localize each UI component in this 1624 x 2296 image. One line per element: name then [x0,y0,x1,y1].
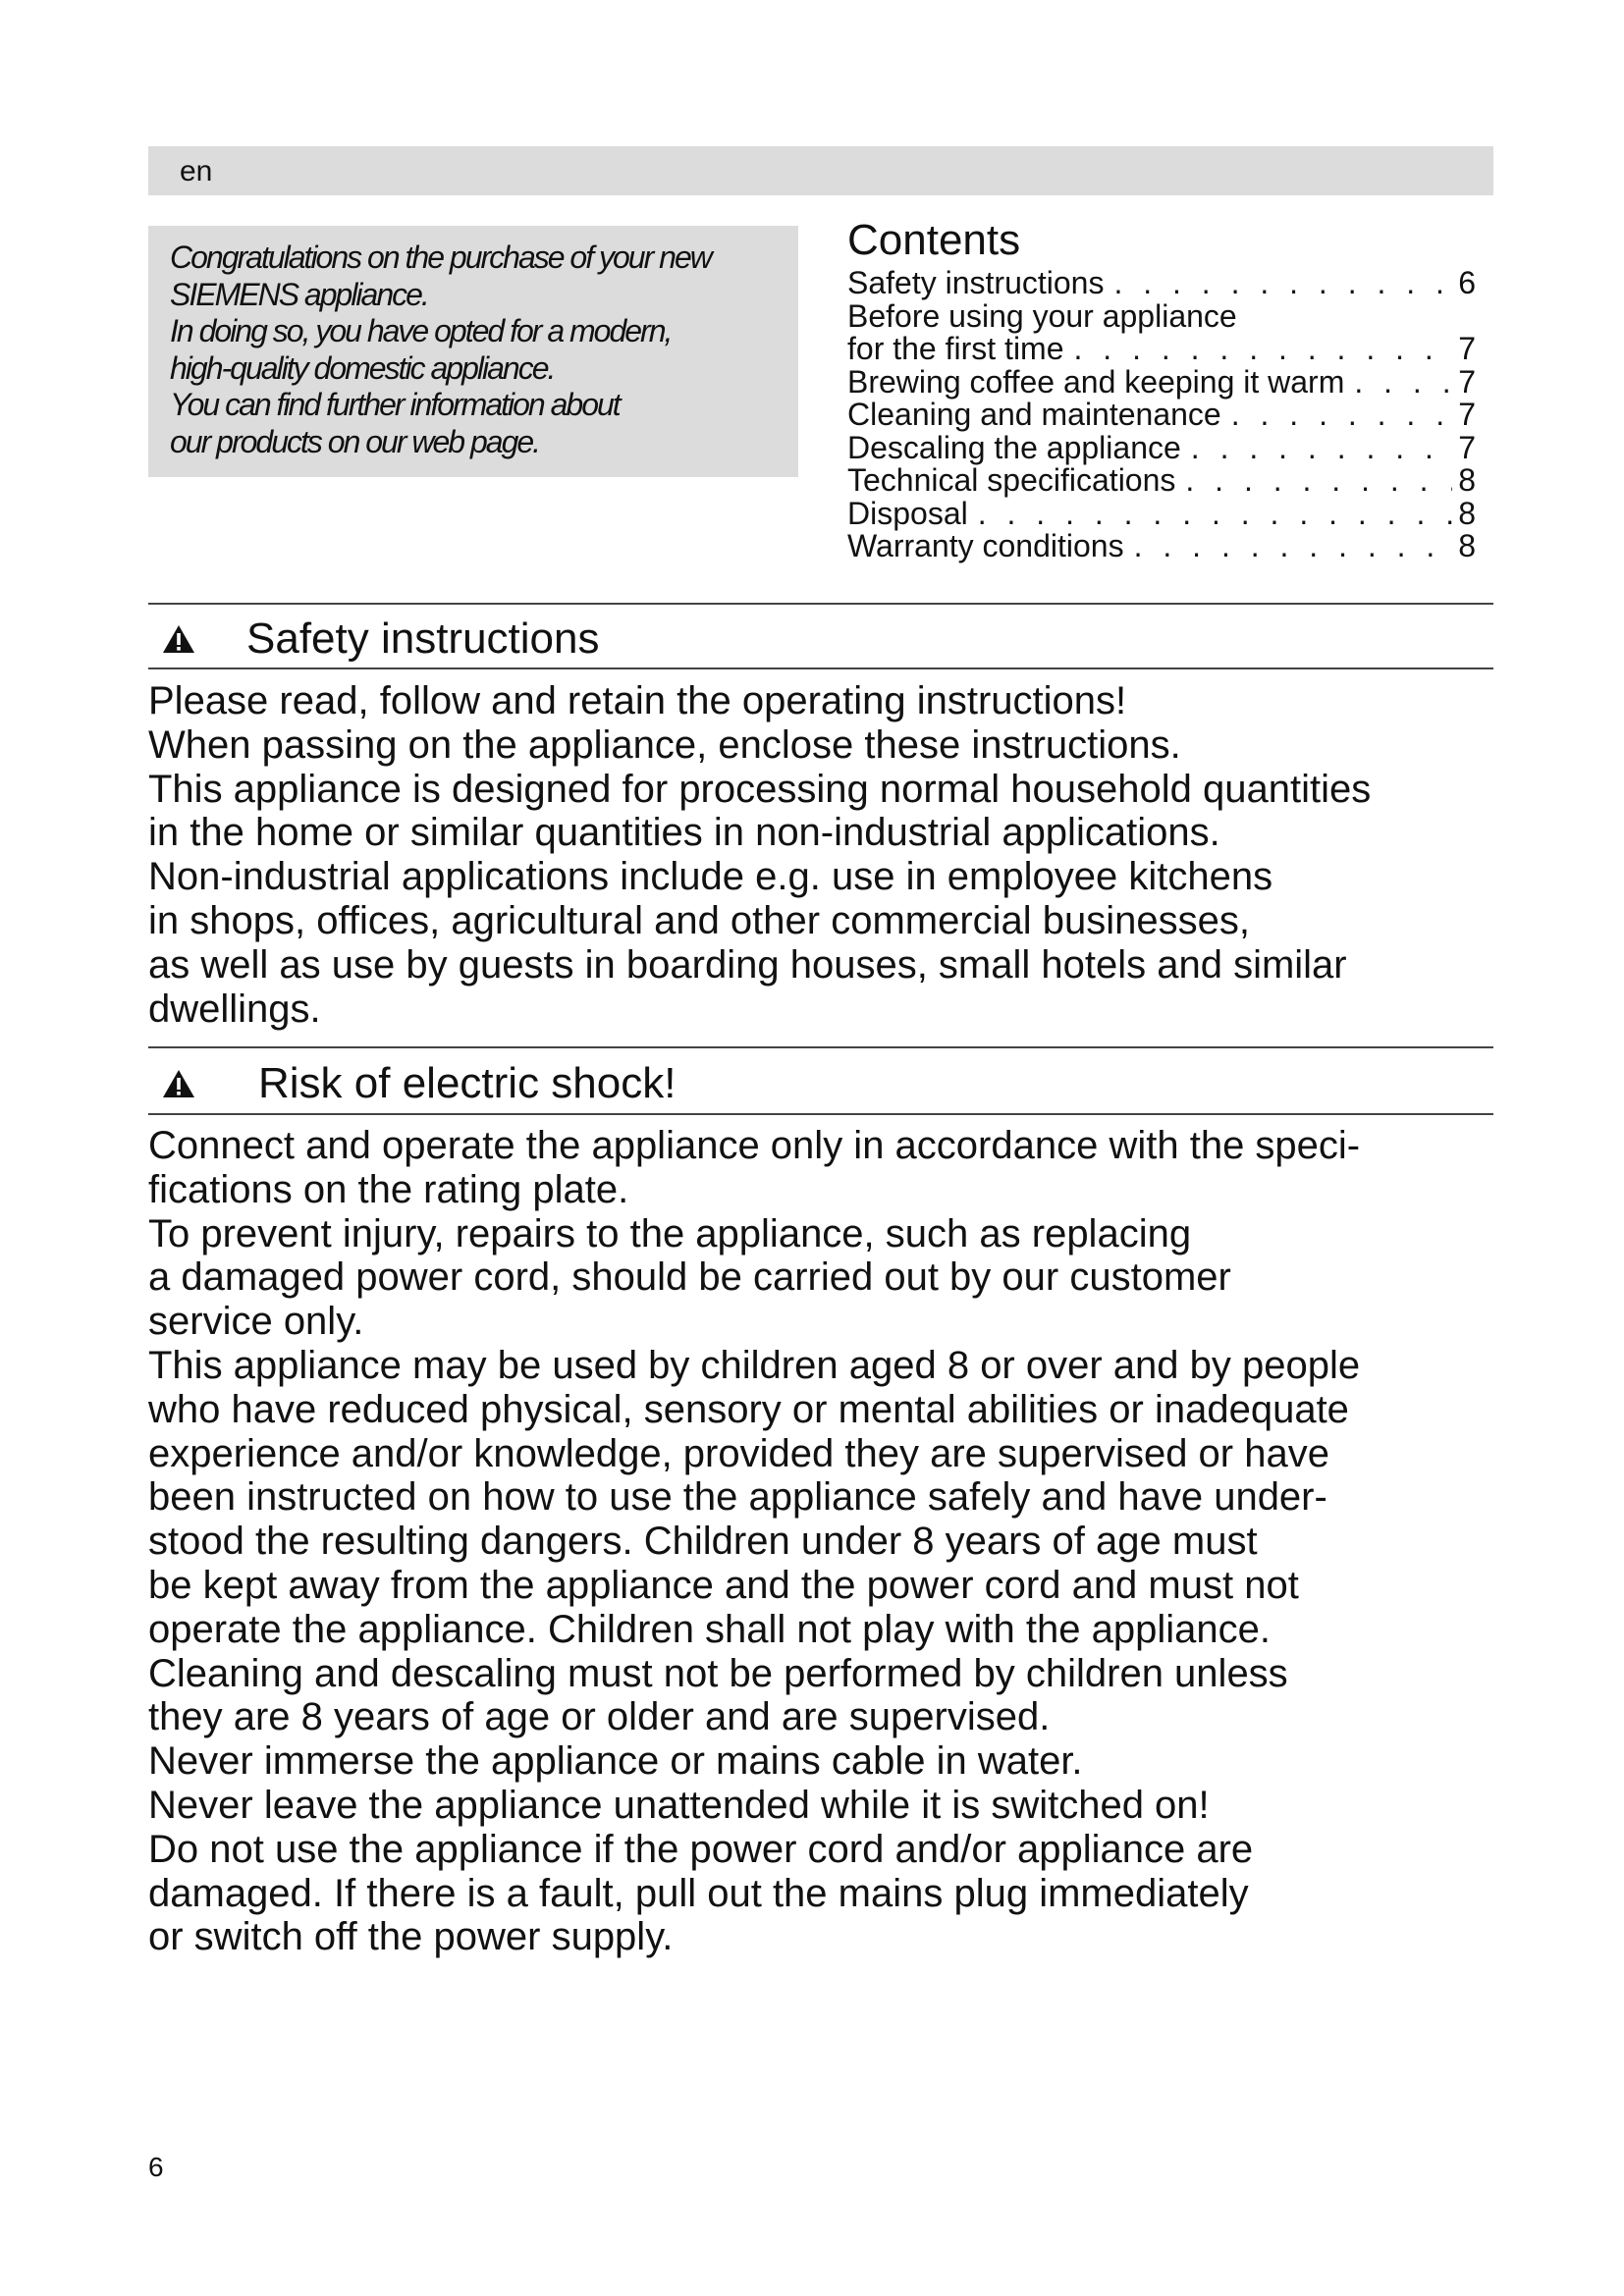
toc-entry-label: Before using your appliance [847,297,1237,334]
body-line: they are 8 years of age or older and are supervised. [148,1695,1051,1739]
body-line: who have reduced physical, sensory or mental abilities or inadequate [148,1387,1349,1431]
toc-entry-page: 8 [1458,528,1476,563]
toc-entry-page: 7 [1458,429,1476,465]
body-line: This appliance may be used by children aged 8 or over and by people [148,1343,1361,1387]
toc-leader-dots [1354,366,1452,400]
language-bar [148,146,1493,195]
section-divider [148,603,1493,605]
body-line: stood the resulting dangers. Children under 8 years of age must [148,1520,1258,1564]
body-line: Non-industrial applications include e.g. use in employee kitchens [148,855,1273,899]
toc-entry[interactable] [847,464,1476,498]
toc-entry[interactable] [847,530,1476,563]
body-line: Never leave the appliance unattended while it is switched on! [148,1783,1210,1827]
toc-entry-label: Brewing coffee and keeping it warm [847,363,1345,400]
body-line: damaged. If there is a fault, pull out the mains plug immediately [148,1871,1249,1915]
toc-list [847,267,1476,563]
intro-line: In doing so, you have opted for a modern, [170,313,672,348]
body-line: To prevent injury, repairs to the appliance, such as replacing [148,1211,1192,1255]
intro-line: Congratulations on the purchase of your new [170,240,711,275]
section-divider [148,1113,1493,1115]
language-code: en [180,155,213,187]
toc-entry-label: Warranty conditions [847,528,1124,563]
body-line: in the home or similar quantities in non-industrial applications. [148,811,1220,855]
body-line: operate the appliance. Children shall not play with the appliance. [148,1607,1271,1651]
table-of-contents [847,214,1476,563]
toc-entry[interactable] [847,333,1476,366]
toc-entry[interactable] [847,399,1476,432]
toc-entry-label: Disposal [847,495,968,531]
body-line: in shops, offices, agricultural and other commercial businesses, [148,898,1251,942]
toc-leader-dots [978,498,1452,531]
toc-entry[interactable] [847,363,1476,400]
toc-entry-page: 7 [1458,397,1476,432]
shock-heading-text: Risk of electric shock! [258,1059,677,1107]
section-divider [148,667,1493,669]
body-line: When passing on the appliance, enclose these instructions. [148,722,1181,767]
body-line: Connect and operate the appliance only in accordance with the speci- [148,1124,1361,1167]
toc-leader-dots [1134,530,1453,563]
toc-entry-page: 7 [1458,331,1476,366]
body-line: or switch off the power supply. [148,1915,674,1959]
body-line: fications on the rating plate. [148,1167,629,1211]
safety-body [148,679,1523,1031]
body-line: Cleaning and descaling must not be performed by children unless [148,1651,1288,1695]
toc-entry-label: Safety instructions [847,265,1105,300]
page-number: 6 [148,2152,164,2182]
safety-heading-text: Safety instructions [246,614,600,663]
section-divider [148,1046,1493,1048]
body-line: service only. [148,1300,364,1344]
intro-line: SIEMENS appliance. [170,276,428,312]
toc-entry[interactable] [847,297,1476,334]
body-line: This appliance is designed for processing normal household quantities [148,767,1372,811]
toc-entry-page: 6 [1458,265,1476,300]
toc-entry-label: Technical specifications [847,462,1176,498]
shock-heading [148,1059,676,1108]
body-line: as well as use by guests in boarding houses, small hotels and similar [148,942,1347,987]
intro-line: high-quality domestic appliance. [170,349,555,386]
intro-line: You can find further information about [170,387,620,422]
toc-entry[interactable] [847,429,1476,465]
toc-leader-dots [1191,432,1452,465]
toc-leader-dots [1185,464,1452,498]
safety-heading [148,614,600,664]
warning-triangle-icon [162,624,195,654]
toc-entry-label: for the first time [847,331,1064,366]
toc-entry-page: 8 [1458,462,1476,498]
warning-triangle-icon [162,1069,195,1098]
body-line: Do not use the appliance if the power cord and/or appliance are [148,1827,1254,1871]
toc-entry[interactable] [847,495,1476,531]
body-line: a damaged power cord, should be carried out by our customer [148,1255,1231,1300]
shock-body [148,1124,1523,1959]
toc-entry-label: Cleaning and maintenance [847,397,1221,432]
body-line: experience and/or knowledge, provided they are supervised or have [148,1431,1329,1475]
body-line: dwellings. [148,987,321,1031]
toc-entry-page: 8 [1458,495,1476,531]
toc-entry-page: 7 [1458,363,1476,400]
body-line: Never immerse the appliance or mains cable in water. [148,1739,1083,1784]
contents-title: Contents [847,216,1021,264]
intro-line: our products on our web page. [170,423,540,459]
intro-box [148,226,798,477]
body-line: Please read, follow and retain the operating instructions! [148,679,1127,722]
toc-entry-label: Descaling the appliance [847,429,1181,465]
toc-leader-dots [1074,333,1453,366]
toc-leader-dots [1113,267,1452,300]
body-line: been instructed on how to use the appliance safely and have under- [148,1475,1327,1520]
toc-leader-dots [1231,399,1452,432]
body-line: be kept away from the appliance and the power cord and must not [148,1563,1299,1607]
toc-entry[interactable] [847,267,1476,300]
